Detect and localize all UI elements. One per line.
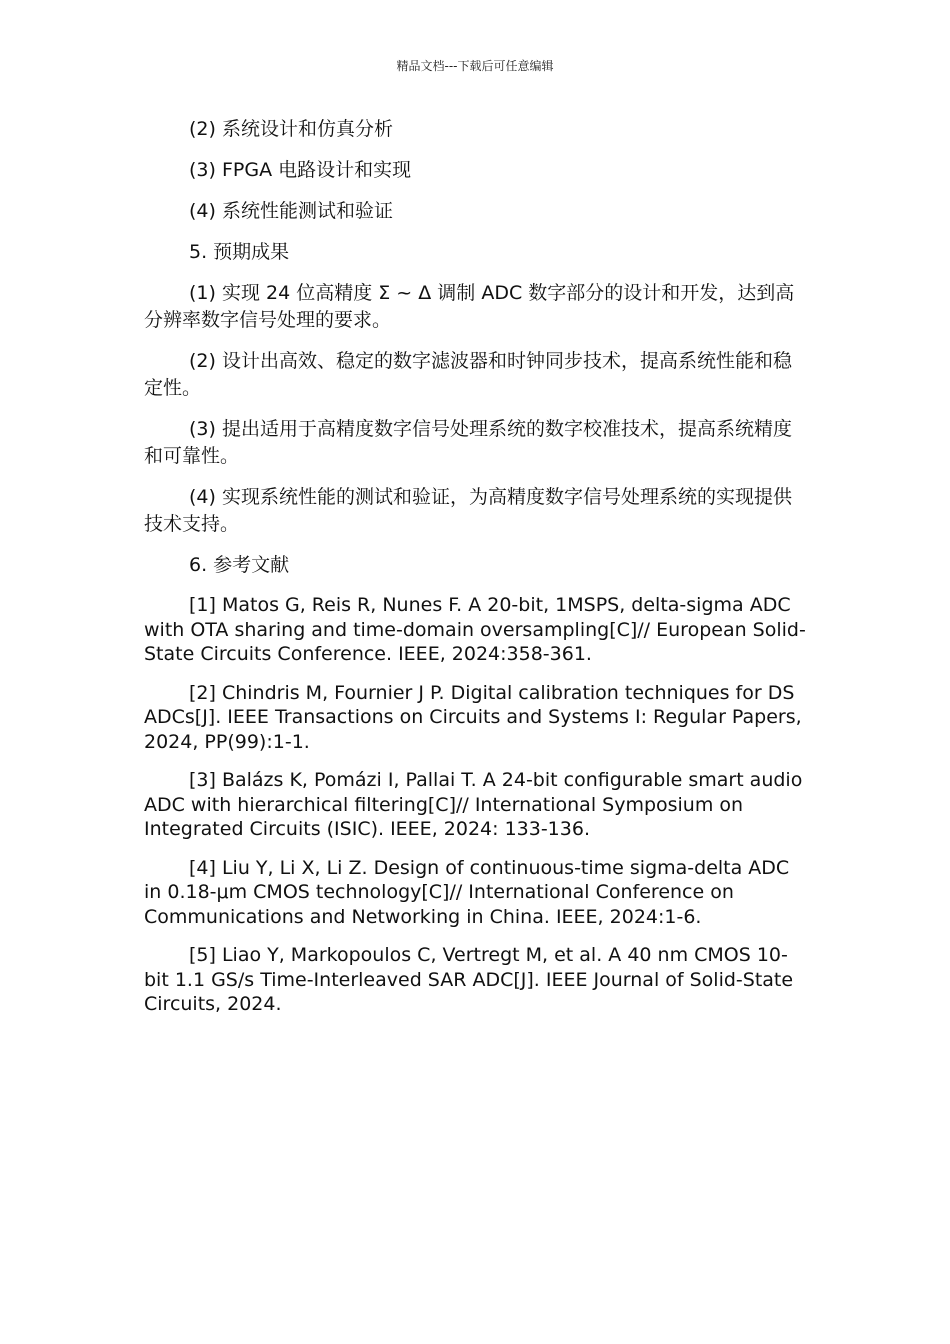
reference-item-3: [3] Balázs K, Pomázi I, Pallai T. A 24-bit configurable smart audio ADC with hierarchical filtering[C]// International Symposium on Integrated Circuits (ISIC). IEEE, 2024: 133-136. [144, 769, 803, 840]
paragraph-step-3: (3) FPGA 电路设计和实现 [189, 159, 412, 181]
paragraph-step-2: (2) 系统设计和仿真分析 [189, 118, 393, 140]
paragraph-result-4: (4) 实现系统性能的测试和验证，为高精度数字信号处理系统的实现提供技术支持。 [144, 486, 792, 535]
section-heading-expected-results: 5. 预期成果 [189, 241, 290, 263]
section-heading-references: 6. 参考文献 [189, 554, 290, 576]
document-body [144, 116, 808, 1017]
paragraph-result-3: (3) 提出适用于高精度数字信号处理系统的数字校准技术，提高系统精度和可靠性。 [144, 418, 792, 467]
reference-item-4: [4] Liu Y, Li X, Li Z. Design of continuous-time sigma-delta ADC in 0.18-μm CMOS technology[C]// International Conference on Communications and Networking in China. IEEE, 2024:1-6. [144, 856, 790, 928]
reference-item-2: [2] Chindris M, Fournier J P. Digital calibration techniques for DS ADCs[J]. IEEE Transactions on Circuits and Systems I: Regular Papers, 2024, PP(99):1-1. [144, 681, 802, 753]
paragraph-step-4: (4) 系统性能测试和验证 [189, 200, 393, 222]
paragraph-result-2: (2) 设计出高效、稳定的数字滤波器和时钟同步技术，提高系统性能和稳定性。 [144, 350, 792, 399]
page-header: 精品文档---下载后可任意编辑 [396, 59, 554, 73]
paragraph-result-1: (1) 实现 24 位高精度 Σ ~ Δ 调制 ADC 数字部分的设计和开发，达到高分辨率数字信号处理的要求。 [144, 282, 795, 331]
reference-item-5: [5] Liao Y, Markopoulos C, Vertregt M, et al. A 40 nm CMOS 10-bit 1.1 GS/s Time-Interleaved SAR ADC[J]. IEEE Journal of Solid-State Circuits, 2024. [144, 944, 794, 1015]
reference-item-1: [1] Matos G, Reis R, Nunes F. A 20-bit, 1MSPS, delta-sigma ADC with OTA sharing and time-domain oversampling[C]// European Solid-State Circuits Conference. IEEE, 2024:358-361. [144, 594, 806, 665]
